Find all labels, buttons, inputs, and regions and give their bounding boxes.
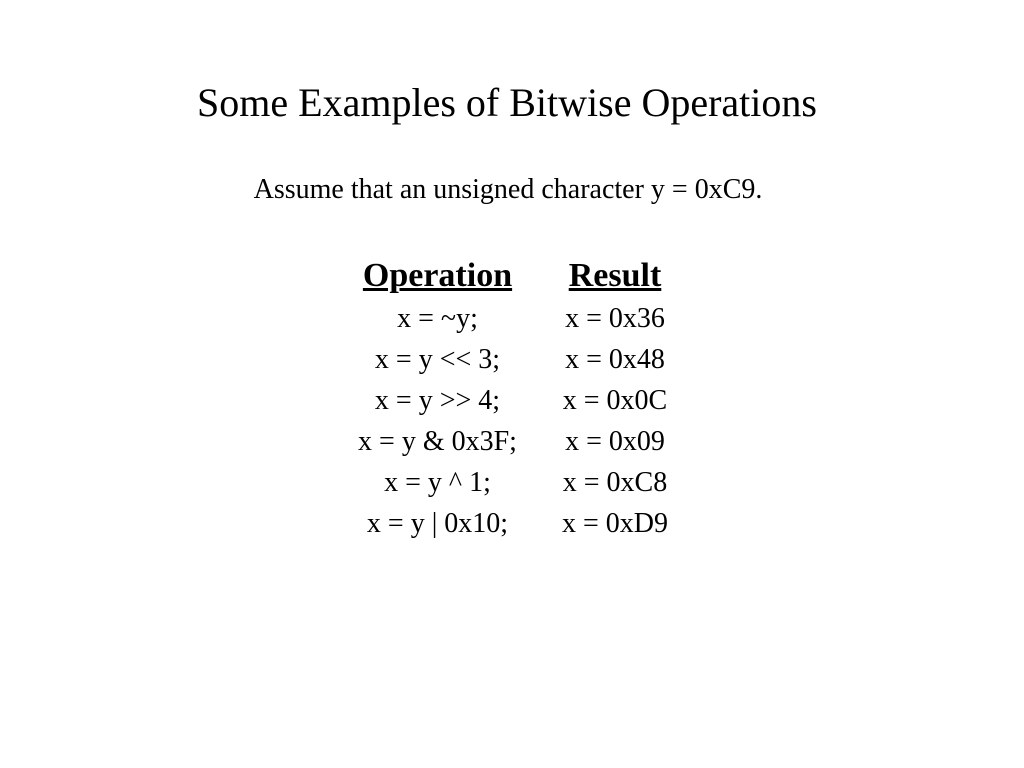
result-cell: x = 0x48 — [565, 344, 665, 375]
table-row — [335, 339, 690, 380]
operation-cell: x = y << 3; — [374, 344, 501, 375]
operation-cell: x = y ^ 1; — [384, 467, 491, 498]
result-header: Result — [568, 257, 662, 294]
table-row — [335, 380, 690, 421]
slide-title: Some Examples of Bitwise Operations — [197, 80, 817, 125]
operation-header: Operation — [362, 257, 513, 294]
table-row — [335, 503, 690, 544]
result-cell: x = 0xD9 — [561, 508, 668, 539]
operation-cell: x = ~y; — [397, 303, 478, 334]
slide-subtitle: Assume that an unsigned character y = 0xC9. — [253, 174, 763, 205]
result-cell: x = 0x36 — [565, 303, 665, 334]
result-cell: x = 0x09 — [565, 426, 665, 457]
operation-cell: x = y >> 4; — [374, 385, 501, 416]
table-header-row — [335, 254, 690, 298]
table-row — [335, 462, 690, 503]
operations-table — [335, 254, 690, 544]
table-row — [335, 421, 690, 462]
operation-cell: x = y & 0x3F; — [358, 426, 517, 457]
result-cell: x = 0x0C — [562, 385, 668, 416]
table-row — [335, 298, 690, 339]
operation-cell: x = y | 0x10; — [366, 508, 509, 539]
result-cell: x = 0xC8 — [562, 467, 668, 498]
